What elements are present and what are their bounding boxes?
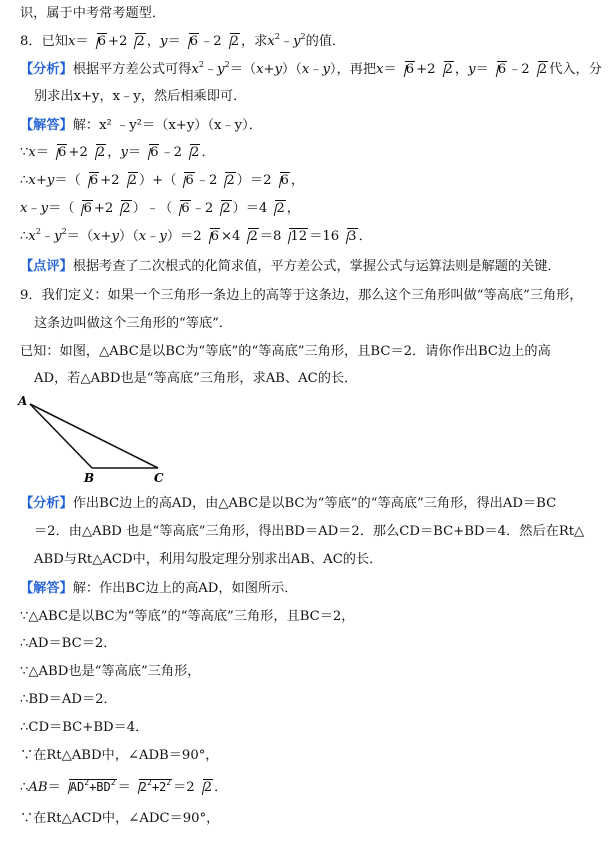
- math-line: ∴x+y＝（ 6 +2 2 ）+（ 6 ﹣2 2 ）＝2 6 ，: [20, 173, 305, 188]
- review-8: [0, 259, 597, 275]
- text: 解：作出BC边上的高AD，如图所示．: [72, 581, 298, 596]
- text-line: ∵△ABD也是“等高底”三角形，: [20, 664, 201, 679]
- math-line: $\therefore x^2﹣y^2=(x+y)(x﹣y)=2$ 6 ×4 2 ＝8 12 ＝16 3 ．: [20, 227, 372, 244]
- analysis-tag: 【分析】: [20, 496, 73, 511]
- text-line: ＝2．由△ABD 也是“等高底”三角形，得出BD＝AD＝2．那么CD＝BC+BD＝4．然后在Rt△: [34, 524, 585, 539]
- text-line: 9．我们定义：如果一个三角形一条边上的高等于这条边，那么这个三角形叫做“等高底”三角形，: [20, 288, 583, 303]
- text-line: ABD与Rt△ACD中，利用勾股定理分别求出AB、AC的长．: [34, 552, 383, 567]
- text: 代入，分: [549, 62, 602, 77]
- label-A: A: [18, 394, 28, 408]
- solution-9: [0, 581, 597, 597]
- label-B: B: [84, 471, 95, 485]
- triangle-figure: [14, 392, 174, 484]
- text-line: ∵在Rt△ACD中，∠ADC＝90°，: [20, 811, 220, 826]
- text-line: 别求出x+y，x﹣y，然后相乘即可．: [34, 89, 247, 104]
- analysis-8: 【分析】根据平方差公式可得$x^2﹣y^2=(x+y)(x﹣y)$，再把x＝ 6 +2 2 ，y＝ 6 ﹣2 2 代入，分: [20, 60, 602, 77]
- review-tag: 【点评】: [20, 259, 73, 274]
- text: 作出BC边上的高AD，由△ABC是以BC为“等底”的“等高底”三角形，得出AD＝BC: [72, 496, 557, 511]
- analysis-9: [0, 496, 597, 512]
- text-line: ∵在Rt△ABD中，∠ADB＝90°，: [20, 748, 219, 763]
- q-text: 的值．: [305, 34, 346, 49]
- solution-tag: 【解答】: [20, 118, 73, 133]
- text: 根据平方差公式可得: [72, 62, 192, 77]
- text: 解：x² ﹣y²＝（x+y）（x﹣y）．: [72, 118, 262, 133]
- q-num: 8．: [20, 34, 42, 49]
- text-line: 已知：如图，△ABC是以BC为“等底”的“等高底”三角形，且BC＝2．请你作出BC边上的高: [20, 344, 551, 359]
- math-line: ∵x＝ 6 +2 2 ，y＝ 6 ﹣2 2 ．: [20, 145, 215, 160]
- q-text: 已知: [41, 34, 68, 49]
- text-line: ∴BD＝AD＝2．: [20, 692, 117, 707]
- solution-8: [0, 118, 597, 134]
- math-line: x﹣y＝（ 6 +2 2 ）﹣（ 6 ﹣2 2 ）＝4 2 ，: [20, 201, 300, 216]
- text-line: ∴CD＝BC+BD＝4．: [20, 720, 149, 735]
- text-line: ∴AD＝BC＝2．: [20, 636, 117, 651]
- label-C: C: [154, 471, 164, 485]
- text-line: ∵△ABC是以BC为“等底”的“等高底”三角形，且BC＝2，: [20, 609, 355, 624]
- solution-tag: 【解答】: [20, 581, 73, 596]
- text-line: 识，属于中考常考题型．: [20, 6, 166, 21]
- question-8: 8．已知x＝ 6 +2 2 ，y＝ 6 ﹣2 2 ，求$x^2﹣y^2$的值．: [20, 32, 346, 49]
- analysis-tag: 【分析】: [20, 62, 73, 77]
- q-text: ，求: [241, 34, 268, 49]
- text: ，再把: [336, 62, 377, 77]
- text-line: 这条边叫做这个三角形的“等底”．: [34, 316, 233, 331]
- math-line: ∴AB＝ $AD^2+BD^2 = 2^2+2^2 =2$ 2 ．: [20, 778, 228, 795]
- text: 根据考查了二次根式的化简求值，平方差公式，掌握公式与运算法则是解题的关键．: [72, 259, 561, 274]
- text-line: AD，若△ABD也是“等高底”三角形，求AB、AC的长．: [34, 371, 358, 386]
